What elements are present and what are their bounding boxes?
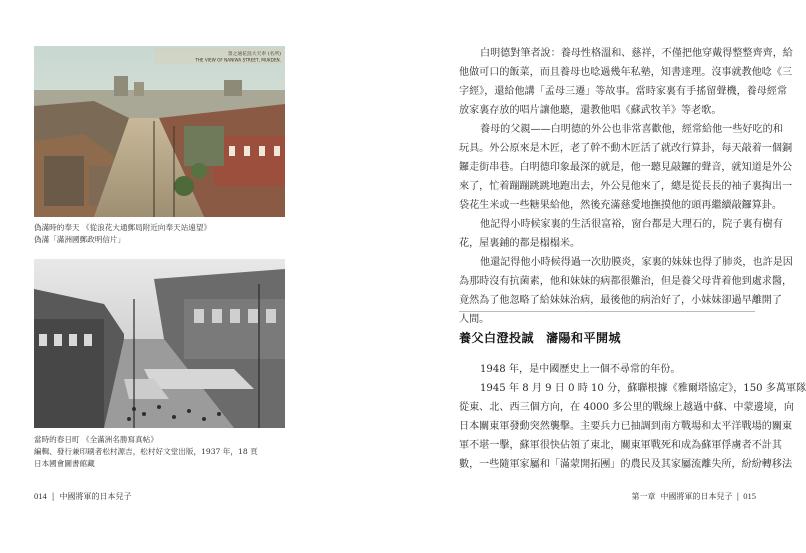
text-line: 字經》，還給他講「孟母三遷」等故事。當時家裏有手搖留聲機，養母經常 [459,86,788,97]
postcard-title-en: THE VIEW OF NANIWA STREET, MUKDEN. [195,57,281,63]
footer-separator: | [51,492,55,501]
paragraph [459,253,793,329]
text-line: 放家裏存放的唱片讓他聽，還教他唱《蘇武牧羊》等老歌。 [459,105,722,116]
caption-line: 當時的春日町 《全滿洲名勝寫真帖》 [34,435,158,444]
running-chapter-right: 第一章 [631,492,656,501]
text-line: 數，一些隨軍家屬和「滿蒙開拓團」的農民及其家屬流離失所，紛紛轉移法 [459,459,793,470]
photo2-caption [34,434,294,470]
postcard-street-view-image [34,46,285,217]
text-line: 從東、北、西三個方向，在 4000 多公里的戰線上越過中蘇、中蒙邊境，向 [459,402,794,413]
text-line: 1945 年 8 月 9 日 0 時 10 分，蘇聯根據《雅爾塔協定》，150 多萬軍隊 [480,383,806,394]
paragraph [459,44,793,120]
text-line: 竟然為了他忽略了給妹妹治病，最後他的病治好了，小妹妹卻過早離開了 [459,295,782,306]
postcard-title-cn: 景之通花浪大天奉 (名所) [227,52,281,57]
text-line: 玩具。外公原來是木匠，老了幹不動木匠活了就改行算卦，每天敲着一個銅 [459,143,793,154]
caption-line: 偽滿時的奉天 《從浪花大通郵局附近向奉天站遠望》 [34,223,212,232]
section-heading-part2: 瀋陽和平開城 [546,331,622,345]
paragraph [459,360,755,379]
paragraph [459,379,806,474]
text-line: 鑼走街串巷。白明德印象最深的就是，他一聽見敲鑼的聲音，就知道是外公 [459,162,793,173]
photo1-caption [34,222,294,246]
text-line: 他做可口的飯菜，而且養母也唸過幾年私塾，知書達理。沒事就教他唸《三 [459,67,793,78]
paragraph [459,215,783,253]
paragraph [459,120,793,215]
text-line: 白明德對筆者說：養母性格溫和、慈祥，不僅把他穿戴得整整齊齊，給 [480,48,793,59]
text-line: 日本關東軍發動突然襲擊。主要兵力已抽調到南方戰場和太平洋戰場的關東 [459,421,793,432]
footer-separator: | [736,492,740,501]
section-heading [459,329,621,346]
photo-kasuga-street [34,259,285,428]
text-line: 來了，忙着蹦蹦跳跳地跑出去，外公見他來了，總是從長長的袖子裏掏出一 [459,181,793,192]
text-line: 花，屋裏鋪的都是榻榻米。 [459,238,581,249]
body-text-bottom [459,360,806,474]
text-line: 他還記得他小時候得過一次肋膜炎，家裏的妹妹也得了肺炎，也許是因 [480,257,793,268]
text-line: 袋花生米或一些糖果給他，然後充滿慈愛地撫摸他的頭再繼續敲鑼算卦。 [459,200,782,211]
left-page-footer [34,491,131,502]
caption-line: 編輯、發行兼印刷者松村源吉，松村好文堂出版，1937 年，18 頁 [34,447,258,456]
page-number-right: 015 [743,491,756,501]
text-line: 1948 年，是中國歷史上一個不尋常的年份。 [480,364,681,375]
section-divider [459,311,755,312]
photo-naniwa-street-postcard [34,46,285,217]
running-title-left: 中國將軍的日本兒子 [59,492,132,501]
text-line: 他記得小時候家裏的生活很富裕，窗台都是大理石的，院子裏有樹有 [480,219,783,230]
text-line: 軍不堪一擊，蘇軍很快佔領了東北，關東軍戰死和成為蘇軍俘虜者不計其 [459,440,782,451]
right-page-footer [631,491,756,502]
kasuga-street-image [34,259,285,428]
caption-line: 日本國會圖書館藏 [34,459,95,468]
caption-line: 偽滿「滿洲國郵政明信片」 [34,235,126,244]
text-line: 人間。 [459,314,490,325]
body-text-top [459,44,793,329]
section-heading-part1: 養父白澄投誠 [459,331,535,345]
page-number-left: 014 [34,491,47,501]
text-line: 為那時沒有抗菌素，他和妹妹的病都很難治，但是養父母背着他到處求醫， [459,276,793,287]
text-line: 養母的父親——白明德的外公也非常喜歡他，經常給他一些好吃的和 [480,124,783,135]
running-title-right: 中國將軍的日本兒子 [660,492,733,501]
